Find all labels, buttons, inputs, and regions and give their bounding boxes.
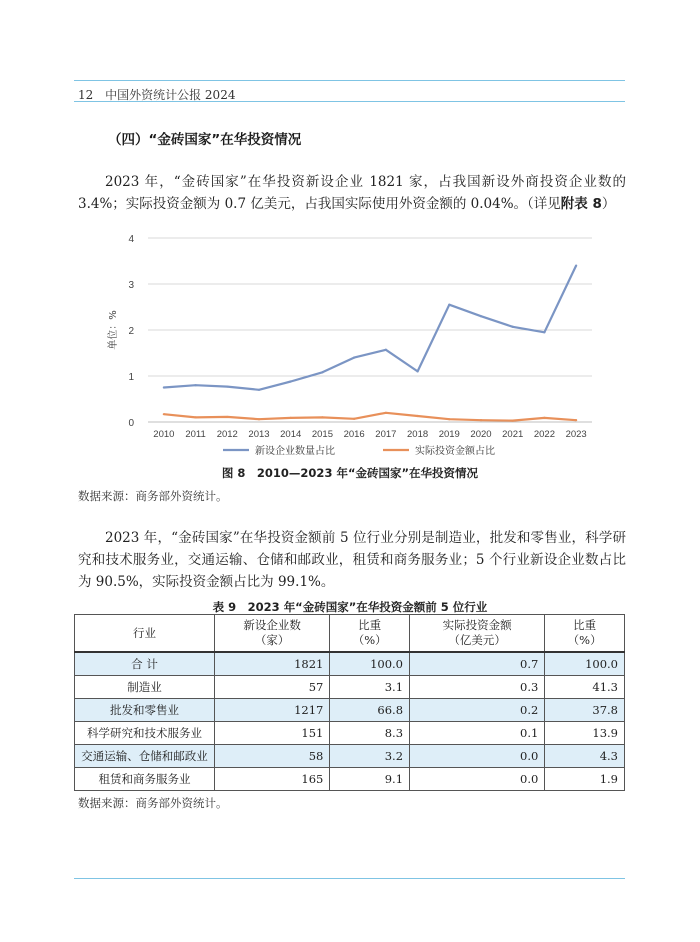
y-tick-label: 2 [128, 326, 134, 337]
x-tick-label: 2010 [153, 429, 175, 440]
data-point [258, 418, 260, 420]
paragraph-2-text: 2023 年，“金砖国家”在华投资金额前 5 位行业分别是制造业，批发和零售业，科学研究和技术服务业，交通运输、仓储和邮政业，租赁和商务服务业；5 个行业新设企业数占比为 90.5%，实际投资金额占比为 99.1%。 [78, 530, 626, 590]
table-body [75, 652, 625, 791]
table-caption: 表 9 2023 年“金砖国家”在华投资金额前 5 位行业 [212, 600, 488, 614]
header-label: 比重 [358, 618, 382, 632]
table-row [75, 745, 625, 768]
value-cell: 0.0 [410, 745, 545, 768]
value-cell: 100.0 [330, 652, 410, 676]
header-label: 比重 [573, 618, 597, 632]
x-tick-label: 2013 [248, 429, 270, 440]
value-cell: 151 [215, 722, 330, 745]
data-point [353, 357, 355, 359]
value-cell: 3.1 [330, 676, 410, 699]
data-point [194, 416, 196, 418]
table-row [75, 676, 625, 699]
header-unit: （亿美元） [448, 633, 506, 647]
data-point [575, 419, 577, 421]
value-cell: 8.3 [330, 722, 410, 745]
figure-caption: 图 8 2010—2023 年“金砖国家”在华投资情况 [221, 466, 479, 480]
value-cell: 57 [215, 676, 330, 699]
y-tick-label: 3 [128, 280, 134, 291]
appendix-reference: 附表 8 [560, 196, 602, 212]
value-cell: 9.1 [330, 768, 410, 791]
header-label: 实际投资金额 [442, 618, 512, 632]
x-tick-label: 2023 [565, 429, 587, 440]
x-tick-label: 2019 [438, 429, 460, 440]
industry-name-cell: 科学研究和技术服务业 [75, 722, 215, 745]
header-unit: （%） [352, 633, 387, 647]
header-unit: （%） [567, 633, 602, 647]
y-tick-label: 1 [128, 372, 134, 383]
table-header-cell [215, 615, 330, 653]
table-row [75, 699, 625, 722]
table-header-row [75, 615, 625, 653]
value-cell: 0.0 [410, 768, 545, 791]
data-point [480, 315, 482, 317]
value-cell: 1217 [215, 699, 330, 722]
industry-name-cell: 交通运输、仓储和邮政业 [75, 745, 215, 768]
value-cell: 0.7 [410, 652, 545, 676]
x-tick-label: 2015 [311, 429, 333, 440]
publication-title: 中国外资统计公报 2024 [105, 88, 236, 102]
data-point [226, 416, 228, 418]
data-point [321, 371, 323, 373]
value-cell: 66.8 [330, 699, 410, 722]
value-cell: 1.9 [545, 768, 625, 791]
section-title: （四）“金砖国家”在华投资情况 [108, 132, 302, 148]
value-cell: 4.3 [545, 745, 625, 768]
y-axis-label: 单位：% [108, 310, 119, 350]
x-tick-label: 2016 [343, 429, 365, 440]
industry-table [74, 614, 625, 791]
value-cell: 165 [215, 768, 330, 791]
table-source: 数据来源：商务部外资统计。 [78, 796, 228, 810]
data-point [163, 386, 165, 388]
legend-label: 新设企业数量占比 [255, 446, 335, 457]
value-cell: 37.8 [545, 699, 625, 722]
footer-rule [74, 878, 625, 879]
value-cell: 58 [215, 745, 330, 768]
x-tick-label: 2022 [533, 429, 555, 440]
y-tick-label: 0 [128, 418, 134, 429]
data-point [543, 417, 545, 419]
industry-name-cell: 批发和零售业 [75, 699, 215, 722]
industry-name-cell: 制造业 [75, 676, 215, 699]
line-chart [78, 228, 618, 464]
industry-name-cell: 租赁和商务服务业 [75, 768, 215, 791]
x-tick-label: 2018 [407, 429, 429, 440]
value-cell: 41.3 [545, 676, 625, 699]
table-header-cell [75, 615, 215, 653]
data-point [258, 389, 260, 391]
page-number: 12 [78, 88, 94, 102]
figure-source: 数据来源：商务部外资统计。 [78, 489, 228, 503]
table-row [75, 652, 625, 676]
table-row [75, 768, 625, 791]
data-point [321, 416, 323, 418]
data-point [543, 331, 545, 333]
data-point [290, 380, 292, 382]
x-tick-label: 2014 [280, 429, 302, 440]
data-point [385, 349, 387, 351]
data-point [416, 415, 418, 417]
value-cell: 13.9 [545, 722, 625, 745]
data-point [226, 385, 228, 387]
header-label: 行业 [133, 625, 156, 640]
paragraph-2 [78, 527, 626, 593]
value-cell: 3.2 [330, 745, 410, 768]
value-cell: 0.3 [410, 676, 545, 699]
table-header-cell [545, 615, 625, 653]
data-point [512, 326, 514, 328]
x-tick-label: 2017 [375, 429, 397, 440]
value-cell: 0.2 [410, 699, 545, 722]
data-point [480, 419, 482, 421]
value-cell: 100.0 [545, 652, 625, 676]
x-tick-label: 2021 [502, 429, 524, 440]
header-top-rule [74, 80, 625, 81]
header-label: 新设企业数 [243, 618, 301, 632]
legend-label: 实际投资金额占比 [415, 446, 495, 457]
paragraph-1-text: 2023 年，“金砖国家”在华投资新设企业 1821 家，占我国新设外商投资企业数的 3.4%；实际投资金额为 0.7 亿美元，占我国实际使用外资金额的 0.04%。（详见 [78, 174, 626, 212]
paragraph-1 [78, 171, 626, 215]
data-point [448, 304, 450, 306]
data-point [290, 417, 292, 419]
header-unit: （家） [254, 633, 290, 647]
table-header-cell [330, 615, 410, 653]
industry-name-cell: 合 计 [75, 652, 215, 676]
data-point [575, 265, 577, 267]
x-tick-label: 2011 [185, 429, 206, 440]
value-cell: 0.1 [410, 722, 545, 745]
data-point [416, 370, 418, 372]
data-point [353, 418, 355, 420]
paragraph-1-tail: ） [601, 196, 616, 212]
table-row [75, 722, 625, 745]
value-cell: 1821 [215, 652, 330, 676]
table-header-cell [410, 615, 545, 653]
data-point [163, 413, 165, 415]
header-bottom-rule [74, 101, 625, 102]
x-tick-label: 2020 [470, 429, 492, 440]
y-tick-label: 4 [128, 234, 134, 245]
data-point [512, 420, 514, 422]
data-point [194, 384, 196, 386]
data-point [385, 412, 387, 414]
data-point [448, 418, 450, 420]
x-tick-label: 2012 [216, 429, 238, 440]
series-line [164, 413, 576, 421]
